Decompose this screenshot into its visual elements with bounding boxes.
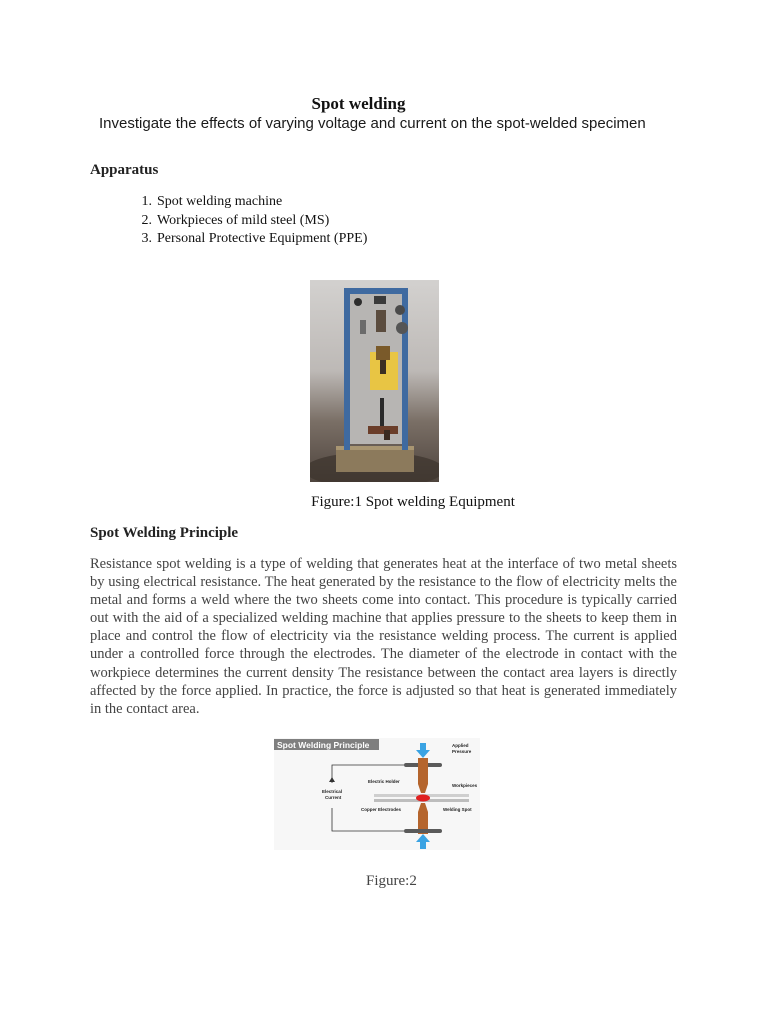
up-arrow-icon [416,834,430,849]
list-item [90,193,367,212]
current-arrow-icon [329,777,335,782]
apparatus-list [90,193,367,249]
label-electrical-current-2: Current [325,795,342,800]
label-electrical-current-1: Electrical [322,789,343,794]
list-item [90,230,367,249]
spot-welding-machine-photo [310,280,439,482]
label-applied-pressure-2: Pressure [452,749,472,754]
label-welding-spot: Welding Spot [443,807,472,812]
list-item [90,212,367,231]
document-title: Spot welding [311,94,406,113]
list-item-text: Workpieces of mild steel (MS) [157,212,330,228]
diagram-banner: Spot Welding Principle [277,740,370,750]
principle-heading: Spot Welding Principle [90,525,239,541]
list-item-text: Spot welding machine [157,194,283,209]
document-subtitle: Investigate the effects of varying voltage and current on the spot-welded specimen [99,115,646,132]
label-workpieces: Workpieces [452,783,478,788]
list-item-number: 1. [141,194,152,209]
principle-paragraph: Resistance spot welding is a type of welding that generates heat at the interface of two metal sheets by using electrical resistance. The heat generated by the resistance to the flow of electricity melts the metal and forms a weld where the two sheets come into contact. This procedure is typically carried out with the aid of a specialized welding machine that applies pressure to the sheets to keep them in place and control the flow of electricity via the resistance welding process. The current is applied under a controlled force through the electrodes. The diameter of the electrode in contact with the workpiece determines the current density The resistance between the contact area layers is directly affected by the force applied. In practice, the force is adjusted so that heat is generated immediately in the contact area. [90,556,677,717]
apparatus-heading: Apparatus [90,162,159,178]
machine-illustration [310,280,439,482]
label-applied-pressure-1: Applied [452,743,469,748]
down-arrow-icon [416,743,430,758]
list-item-text: Personal Protective Equipment (PPE) [157,231,368,246]
figure1-caption: Figure:1 Spot welding Equipment [311,494,515,510]
list-item-number: 2. [141,212,152,228]
copper-electrode-top [418,758,428,793]
label-electric-holder: Electric Holder [368,779,400,784]
list-item-number: 3. [141,231,152,246]
label-copper-electrodes: Copper Electrodes [361,807,402,812]
figure2-caption: Figure:2 [366,873,417,889]
electric-holder-bottom [404,829,442,833]
spot-welding-principle-diagram [274,738,480,850]
welding-spot [416,795,430,802]
